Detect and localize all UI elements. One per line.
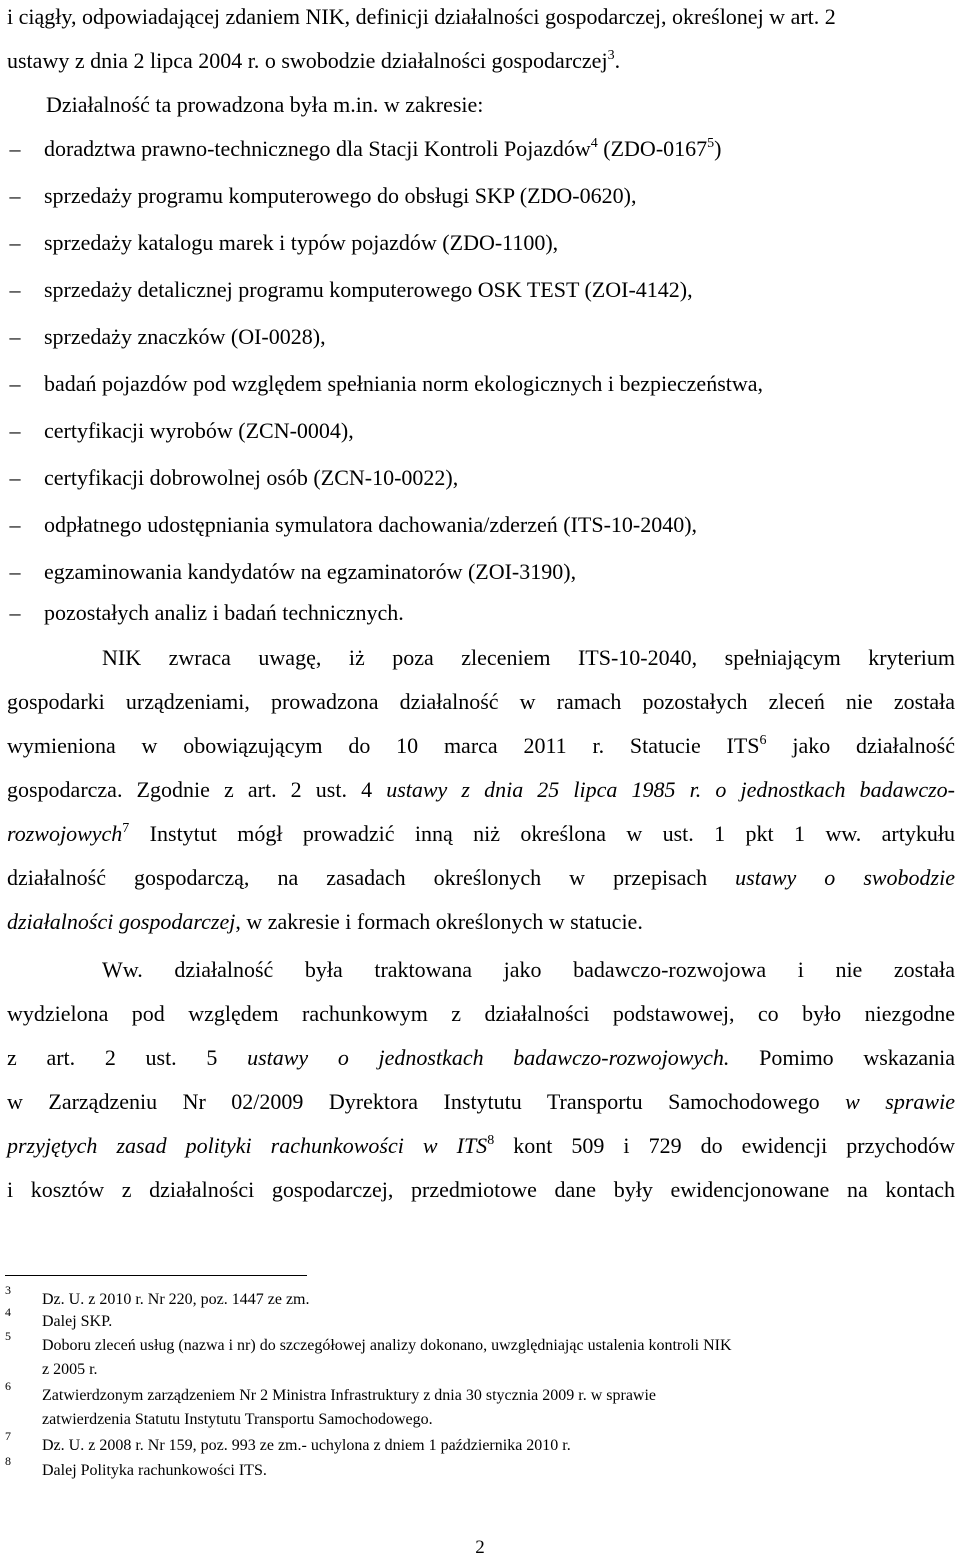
dash-bullet: – bbox=[9, 418, 21, 443]
italic-span: ustawy o jednostkach badawczo-rozwojowych. bbox=[247, 1045, 730, 1070]
text-span: gospodarki urządzeniami, prowadzona działalność w ramach pozostałych zleceń nie została bbox=[7, 689, 955, 714]
paragraph-line bbox=[7, 687, 955, 731]
text-span: gospodarcza. Zgodnie z art. 2 ust. 4 bbox=[7, 777, 387, 802]
text-span: wydzielona pod względem rachunkowym z działalności podstawowej, co było niezgodne bbox=[7, 1001, 955, 1026]
footnote-text: Dz. U. z 2010 r. Nr 220, poz. 1447 ze zm. bbox=[42, 1291, 310, 1308]
text-span: Ww. działalność była traktowana jako badawczo-rozwojowa i nie została bbox=[102, 957, 955, 982]
text-span: (ZDO-0167 bbox=[597, 136, 708, 161]
list-item-text: certyfikacji dobrowolnej osób (ZCN-10-0022), bbox=[44, 465, 459, 490]
dash-bullet: – bbox=[9, 230, 21, 255]
paragraph-line bbox=[7, 999, 955, 1043]
footnote-ref: 7 bbox=[122, 821, 130, 836]
text-span: , w zakresie i formach określonych w statucie. bbox=[235, 909, 643, 934]
list-item-text: certyfikacji wyrobów (ZCN-0004), bbox=[44, 418, 354, 443]
dash-bullet: – bbox=[9, 600, 21, 625]
footnote-ref: 6 bbox=[759, 733, 767, 748]
list-item-text: sprzedaży programu komputerowego do obsługi SKP (ZDO-0620), bbox=[44, 183, 637, 208]
footnote-ref: 3 bbox=[607, 48, 615, 63]
paragraph bbox=[7, 955, 955, 1219]
list-item-text bbox=[44, 134, 721, 164]
dash-bullet: – bbox=[9, 183, 21, 208]
dash-bullet: – bbox=[9, 277, 21, 302]
footnote-ref: 5 bbox=[707, 136, 715, 151]
footnote-number: 8 bbox=[5, 1454, 11, 1468]
dash-bullet: – bbox=[9, 136, 21, 161]
footnote-ref: 8 bbox=[487, 1133, 495, 1148]
footnote-text: z 2005 r. bbox=[42, 1361, 98, 1378]
text-span: i ciągły, odpowiadającej zdaniem NIK, definicji działalności gospodarczej, określonej w art. 2 bbox=[7, 4, 836, 29]
text-span: NIK zwraca uwagę, iż poza zleceniem ITS-10-2040, spełniającym kryterium bbox=[102, 645, 955, 670]
text-line bbox=[7, 46, 955, 76]
italic-span: w sprawie bbox=[845, 1089, 955, 1114]
text-span: . bbox=[614, 48, 621, 73]
text-span: Pomimo wskazania bbox=[729, 1045, 955, 1070]
footnote-number: 3 bbox=[5, 1283, 11, 1297]
text-span: działalność gospodarczą, na zasadach określonych w przepisach bbox=[7, 865, 736, 890]
text-span: z art. 2 ust. 5 bbox=[7, 1045, 248, 1070]
list-item-text: pozostałych analiz i badań technicznych. bbox=[44, 600, 404, 625]
text-line bbox=[7, 2, 955, 32]
footnote-separator bbox=[5, 1275, 307, 1276]
text-line bbox=[46, 90, 955, 120]
italic-span: ustawy o swobodzie bbox=[735, 865, 955, 890]
paragraph-line bbox=[7, 819, 955, 863]
dash-bullet: – bbox=[9, 465, 21, 490]
text-span: ) bbox=[714, 136, 722, 161]
italic-span: działalności gospodarczej bbox=[7, 909, 236, 934]
text-span: doradztwa prawno-technicznego dla Stacji Kontroli Pojazdów bbox=[44, 136, 591, 161]
page-number: 2 bbox=[475, 1537, 485, 1558]
paragraph-line bbox=[7, 907, 955, 951]
text-span: kont 509 i 729 do ewidencji przychodów bbox=[494, 1133, 955, 1158]
italic-span: rozwojowych bbox=[7, 821, 123, 846]
paragraph-line bbox=[7, 1131, 955, 1175]
dash-bullet: – bbox=[9, 324, 21, 349]
footnote-text: Dz. U. z 2008 r. Nr 159, poz. 993 ze zm.- uchylona z dniem 1 października 2010 r. bbox=[42, 1437, 571, 1454]
paragraph-line bbox=[7, 1175, 955, 1219]
footnote-ref: 4 bbox=[590, 136, 598, 151]
text-span: Instytut mógł prowadzić inną niż określona w ust. 1 pkt 1 ww. artykułu bbox=[129, 821, 955, 846]
dash-bullet: – bbox=[9, 512, 21, 537]
italic-span: przyjętych zasad polityki rachunkowości w ITS bbox=[7, 1133, 488, 1158]
paragraph-line bbox=[7, 1043, 955, 1087]
footnote-number: 6 bbox=[5, 1379, 11, 1393]
text-span: jako działalność bbox=[766, 733, 955, 758]
list-item-text: badań pojazdów pod względem spełniania norm ekologicznych i bezpieczeństwa, bbox=[44, 371, 764, 396]
paragraph-line bbox=[7, 1087, 955, 1131]
list-item-text: sprzedaży znaczków (OI-0028), bbox=[44, 324, 326, 349]
list-item-text: sprzedaży katalogu marek i typów pojazdów (ZDO-1100), bbox=[44, 230, 559, 255]
paragraph-line bbox=[7, 731, 955, 775]
text-span: ustawy z dnia 2 lipca 2004 r. o swobodzie działalności gospodarczej bbox=[7, 48, 608, 73]
italic-span: ustawy z dnia 25 lipca 1985 r. o jednostkach badawczo- bbox=[386, 777, 955, 802]
footnote-number: 5 bbox=[5, 1329, 11, 1343]
text-span: Działalność ta prowadzona była m.in. w zakresie: bbox=[46, 92, 484, 117]
footnote-text: Dalej SKP. bbox=[42, 1313, 113, 1330]
text-span: w Zarządzeniu Nr 02/2009 Dyrektora Instytutu Transportu Samochodowego bbox=[7, 1089, 846, 1114]
footnote-text: zatwierdzenia Statutu Instytutu Transportu Samochodowego. bbox=[42, 1411, 433, 1428]
footnote-text: Doboru zleceń usług (nazwa i nr) do szczegółowej analizy dokonano, uwzględniając ustalenia kontroli NIK bbox=[42, 1337, 732, 1354]
text-span: i kosztów z działalności gospodarczej, przedmiotowe dane były ewidencjonowane na kontach bbox=[7, 1177, 955, 1202]
paragraph-line bbox=[7, 863, 955, 907]
footnote-number: 4 bbox=[5, 1305, 11, 1319]
paragraph-line bbox=[7, 775, 955, 819]
paragraph-line bbox=[7, 643, 955, 687]
footnote-text: Dalej Polityka rachunkowości ITS. bbox=[42, 1462, 267, 1479]
paragraph bbox=[7, 643, 955, 951]
dash-bullet: – bbox=[9, 371, 21, 396]
paragraph-line bbox=[7, 955, 955, 999]
dash-bullet: – bbox=[9, 559, 21, 584]
list-item-text: sprzedaży detalicznej programu komputerowego OSK TEST (ZOI-4142), bbox=[44, 277, 693, 302]
list-item-text: egzaminowania kandydatów na egzaminatorów (ZOI-3190), bbox=[44, 559, 577, 584]
footnote-number: 7 bbox=[5, 1429, 11, 1443]
footnote-text: Zatwierdzonym zarządzeniem Nr 2 Ministra Infrastruktury z dnia 30 stycznia 2009 r. w sprawie bbox=[42, 1387, 657, 1404]
text-span: wymieniona w obowiązującym do 10 marca 2011 r. Statucie ITS bbox=[7, 733, 760, 758]
list-item-text: odpłatnego udostępniania symulatora dachowania/zderzeń (ITS-10-2040), bbox=[44, 512, 698, 537]
